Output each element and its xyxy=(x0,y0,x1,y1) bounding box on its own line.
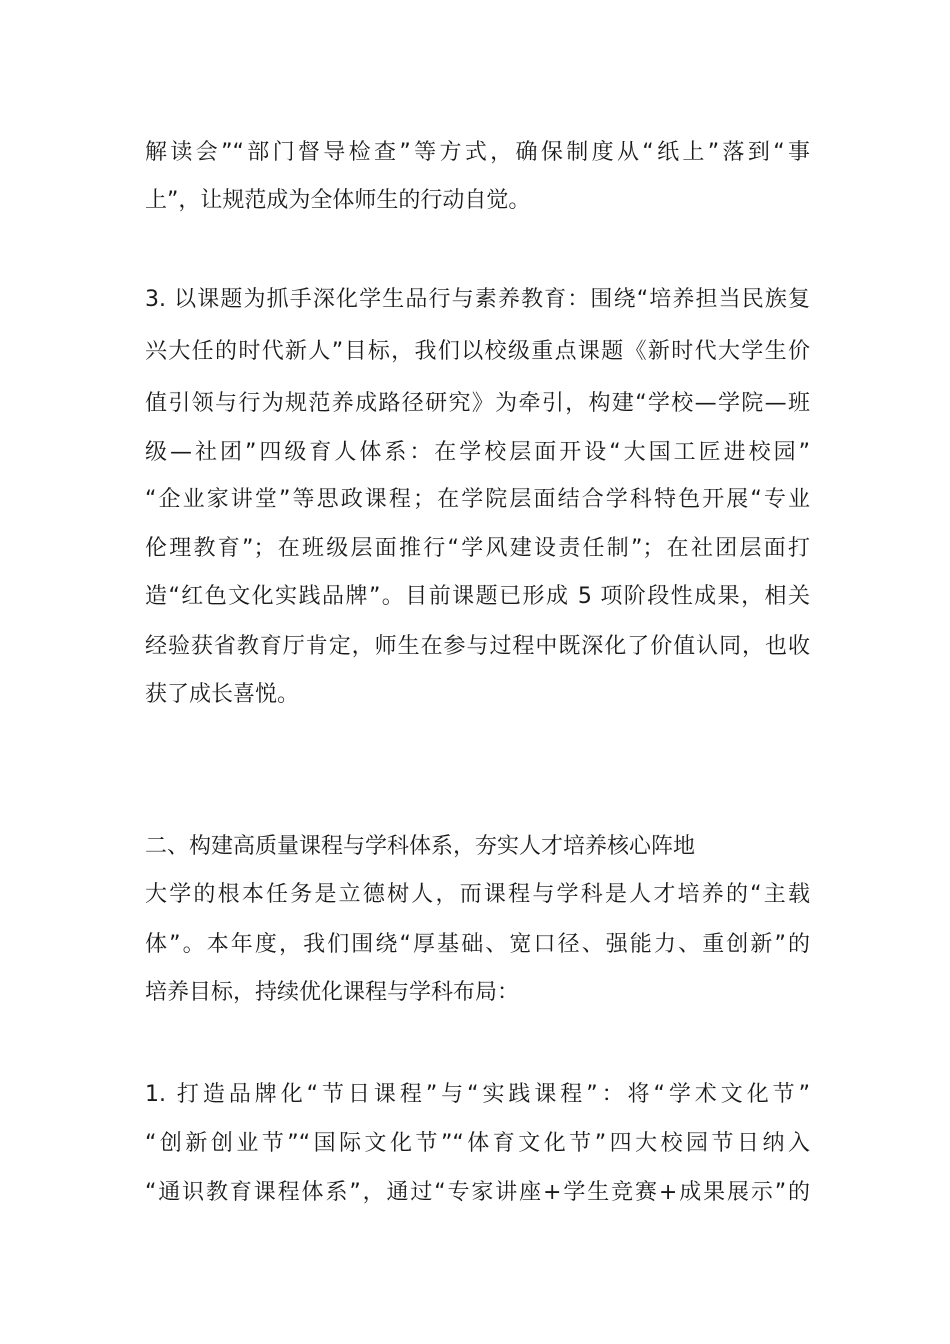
item-1-line: “通识教育课程体系”，通过“专家讲座+学生竞赛+成果展示”的 xyxy=(145,1180,810,1205)
paragraph-line: 上”，让规范成为全体师生的行动自觉。 xyxy=(145,188,531,213)
item-3-line: 伦理教育”；在班级层面推行“学风建设责任制”；在社团层面打 xyxy=(145,536,810,561)
item-3-line: 兴大任的时代新人”目标，我们以校级重点课题《新时代大学生价 xyxy=(145,339,810,364)
item-3-line: 经验获省教育厅肯定，师生在参与过程中既深化了价值认同，也收 xyxy=(145,634,810,659)
item-3-line: “企业家讲堂”等思政课程；在学院层面结合学科特色开展“专业 xyxy=(145,487,810,512)
item-3-line: 造“红色文化实践品牌”。目前课题已形成 5 项阶段性成果，相关 xyxy=(145,584,810,609)
item-1-line: “创新创业节”“国际文化节”“体育文化节”四大校园节日纳入 xyxy=(145,1131,810,1156)
item-3-line: 值引领与行为规范养成路径研究》为牵引，构建“学校—学院—班 xyxy=(145,391,810,416)
section-heading: 二、构建高质量课程与学科体系，夯实人才培养核心阵地 xyxy=(145,834,696,859)
item-1-line: 1. 打造品牌化“节日课程”与“实践课程”：将“学术文化节” xyxy=(145,1082,810,1107)
section-intro-line: 体”。本年度，我们围绕“厚基础、宽口径、强能力、重创新”的 xyxy=(145,932,810,957)
section-intro-line: 培养目标，持续优化课程与学科布局： xyxy=(145,980,520,1005)
item-3-line: 3. 以课题为抓手深化学生品行与素养教育：围绕“培养担当民族复 xyxy=(145,287,810,312)
item-3-line: 获了成长喜悦。 xyxy=(145,682,300,707)
item-3-line: 级—社团”四级育人体系：在学校层面开设“大国工匠进校园” xyxy=(145,440,810,465)
section-intro-line: 大学的根本任务是立德树人，而课程与学科是人才培养的“主载 xyxy=(145,882,810,907)
paragraph-line: 解读会”“部门督导检查”等方式，确保制度从“纸上”落到“事 xyxy=(145,140,810,165)
